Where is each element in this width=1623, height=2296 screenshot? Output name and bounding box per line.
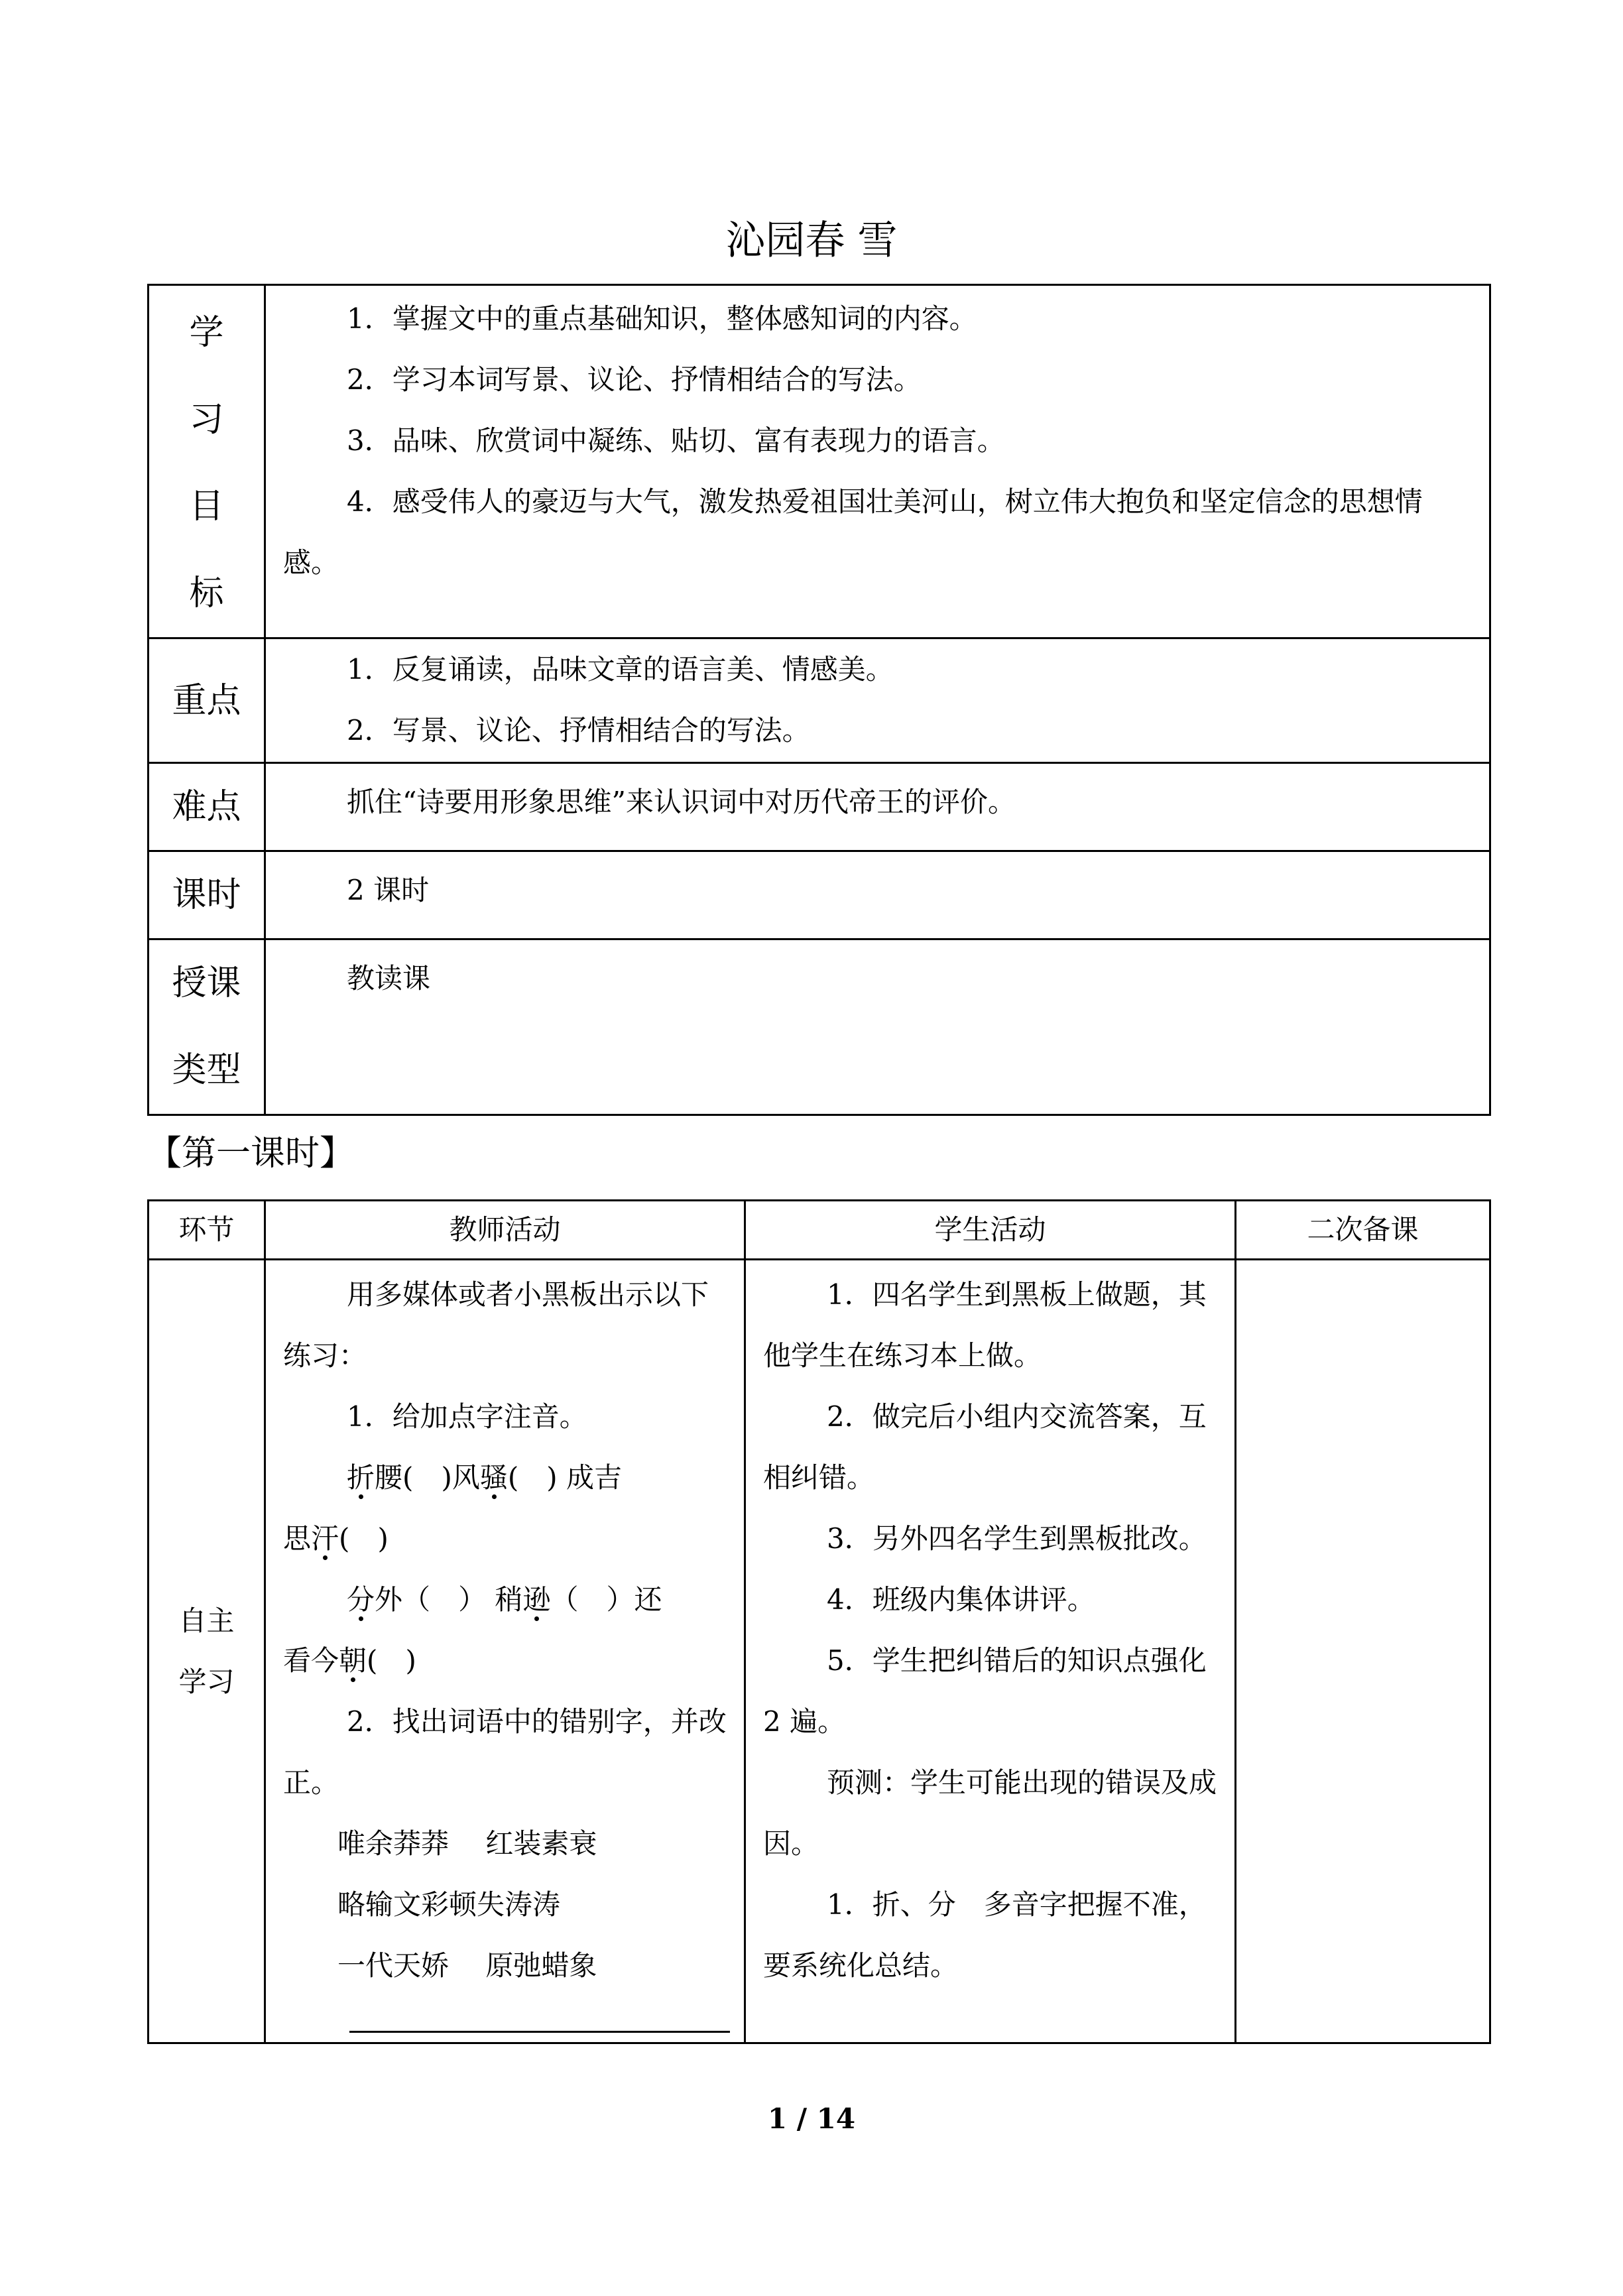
difficulty-row [149,763,1490,851]
key-point-item: 2．写景、议论、抒情相结合的写法。 [347,714,810,747]
header-student: 学生活动 [745,1201,1236,1260]
lesson-type-row [149,939,1490,1115]
section-heading: 【第一课时】 [147,1134,355,1174]
goals-row [149,285,1490,638]
pinyin-row-2b-text: 看今朝( ) [283,1644,416,1677]
hours-content [265,851,1490,939]
student-item: 1．折、分 多音字把握不准，要系统化总结。 [763,1888,1207,1982]
difficulty-content [265,763,1490,851]
pinyin-row-2b [283,1630,732,1691]
goals-label-char: 习 [189,400,224,440]
stage-line: 学习 [178,1665,235,1698]
dotted-char: 朝 [339,1644,367,1677]
student-item: 1．四名学生到黑板上做题，其他学生在练习本上做。 [763,1278,1207,1372]
header-stage: 环节 [149,1201,265,1260]
lesson-type-label-line: 授课 [172,963,241,1003]
lesson-body-row [149,1260,1490,2043]
goals-content [265,285,1490,638]
lesson-activity-table [147,1199,1491,2044]
page-number: 1 / 14 [767,2102,856,2135]
pinyin-row-1a-text: 腰( )风骚( ) 成吉 [375,1461,623,1494]
word-row: 一代天娇 原弛蜡象 [337,1949,597,1982]
key-points-label: 重点 [149,638,265,763]
goals-label-char: 标 [189,574,224,613]
word-row: 唯余莽莽 红装素衰 [337,1827,597,1860]
pinyin-row-1a [283,1447,732,1508]
hours-label: 课时 [149,851,265,939]
key-points-content [265,638,1490,763]
student-item: 3．另外四名学生到黑板批改。 [827,1522,1207,1555]
teacher-activity-cell [265,1260,745,2043]
dotted-char: 折 [347,1461,375,1494]
student-item: 2．做完后小组内交流答案，互相纠错。 [763,1400,1207,1494]
stage-cell [149,1260,265,2043]
goal-item: 2．学习本词写景、议论、抒情相结合的写法。 [347,363,922,396]
second-prep-cell [1236,1260,1490,2043]
answer-line [349,1996,730,2033]
dotted-char: 骚 [479,1461,508,1494]
key-point-item: 1．反复诵读，品味文章的语言美、情感美。 [347,653,894,686]
header-notes: 二次备课 [1236,1201,1490,1260]
student-item: 5．学生把纠错后的知识点强化 2 遍。 [763,1644,1207,1738]
word-row: 略输文彩顿失涛涛 [337,1888,561,1921]
lesson-type-text: 教读课 [347,962,431,995]
header-teacher: 教师活动 [265,1201,745,1260]
lesson-header-row [149,1201,1490,1260]
goal-item: 4．感受伟人的豪迈与大气，激发热爱祖国壮美河山，树立伟大抱负和坚定信念的思想情感。 [283,485,1423,579]
student-item: 预测：学生可能出现的错误及成因。 [763,1766,1217,1860]
lesson-type-content [265,939,1490,1115]
key-points-row [149,638,1490,763]
page-title: 沁园春 雪 [725,217,898,264]
stage-line: 自主 [178,1604,235,1637]
teacher-intro: 用多媒体或者小黑板出示以下练习： [283,1278,709,1372]
dotted-char: 汗 [311,1522,339,1555]
dotted-char: 分 [347,1583,375,1616]
hours-row [149,851,1490,939]
lesson-type-label [149,939,265,1115]
goals-label-char: 学 [189,313,224,353]
pinyin-row-1b-text: 思汗( ) [283,1522,389,1555]
pinyin-row-2a-text: 分外（ ） 稍逊（ ）还 [347,1583,662,1616]
student-activity-cell [745,1260,1236,2043]
goals-label-char: 目 [189,487,224,526]
lesson-info-table [147,284,1491,1116]
teacher-question-2: 2．找出词语中的错别字，并改正。 [283,1705,727,1799]
dotted-char: 逊 [522,1583,551,1616]
teacher-question-1: 1．给加点字注音。 [347,1400,587,1433]
goal-item: 3．品味、欣赏词中凝练、贴切、富有表现力的语言。 [347,424,1005,457]
lesson-type-label-line: 类型 [172,1050,241,1090]
pinyin-row-2a [283,1569,732,1630]
pinyin-row-1b [283,1508,732,1569]
difficulty-label: 难点 [149,763,265,851]
difficulty-text: 抓住“诗要用形象思维”来认识词中对历代帝王的评价。 [347,786,1016,818]
goals-label [149,285,265,638]
goal-item: 1．掌握文中的重点基础知识，整体感知词的内容。 [347,302,977,335]
student-item: 4．班级内集体讲评。 [827,1583,1095,1616]
hours-text: 2 课时 [347,874,430,906]
